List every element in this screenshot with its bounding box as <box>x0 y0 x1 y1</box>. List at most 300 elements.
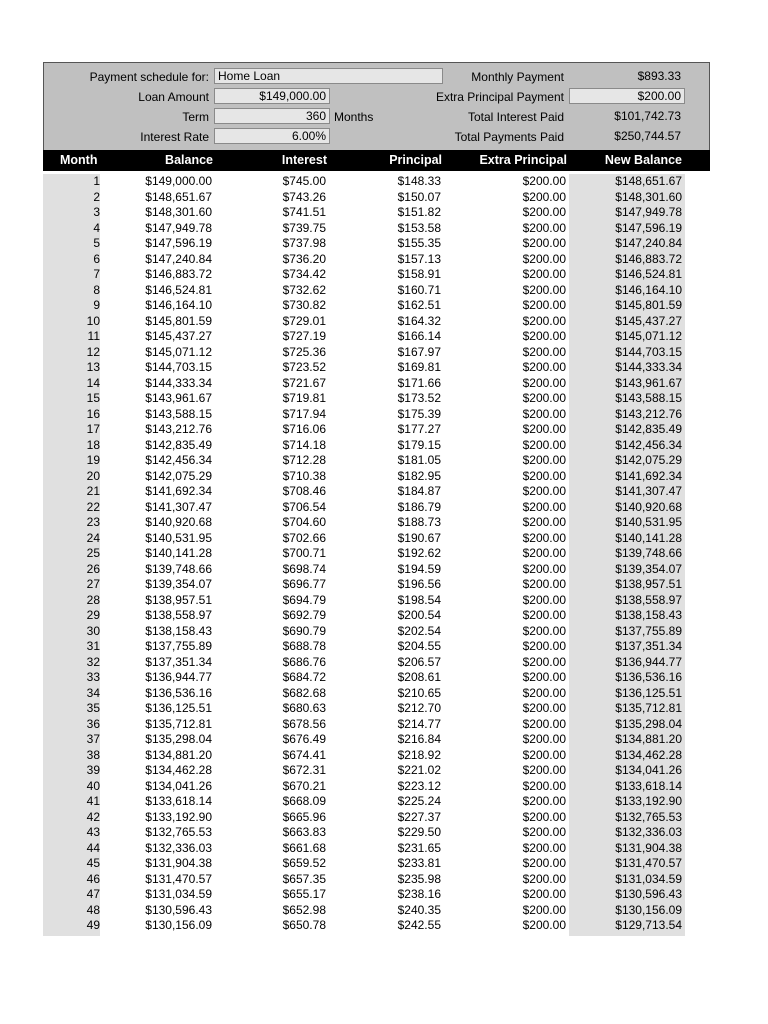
column-header-principal: Principal <box>389 153 442 167</box>
balance-cell: $146,524.81 <box>145 282 212 297</box>
table-row <box>43 546 710 562</box>
extra-principal-cell: $200.00 <box>522 205 566 219</box>
extra-principal-cell: $200.00 <box>522 670 566 684</box>
table-row <box>43 391 710 407</box>
table-header <box>43 150 710 171</box>
principal-cell: $198.54 <box>397 592 441 607</box>
interest-cell: $674.41 <box>282 747 326 762</box>
principal-cell: $160.71 <box>397 282 441 297</box>
extra-principal-cell: $200.00 <box>522 623 566 638</box>
interest-cell: $727.19 <box>282 329 326 343</box>
extra-principal-cell: $200.00 <box>522 887 566 901</box>
balance-cell: $145,801.59 <box>145 313 212 328</box>
extra-principal-cell: $200.00 <box>522 329 566 343</box>
table-row <box>43 422 710 438</box>
principal-cell: $194.59 <box>397 561 441 576</box>
interest-cell: $730.82 <box>282 298 326 312</box>
principal-cell: $210.65 <box>397 685 441 700</box>
principal-cell: $166.14 <box>397 329 441 343</box>
table-row <box>43 918 710 934</box>
interest-cell: $706.54 <box>282 499 326 514</box>
month-cell: 34 <box>86 685 100 700</box>
balance-cell: $146,883.72 <box>145 267 212 281</box>
balance-cell: $148,301.60 <box>145 205 212 219</box>
new-balance-cell: $137,755.89 <box>615 623 682 638</box>
principal-cell: $223.12 <box>397 778 441 793</box>
new-balance-cell: $132,765.53 <box>615 809 682 824</box>
month-cell: 46 <box>86 871 100 886</box>
month-cell: 47 <box>86 887 100 901</box>
table-row <box>43 329 710 345</box>
extra-principal-cell: $200.00 <box>522 840 566 855</box>
table-row <box>43 856 710 872</box>
extra-principal-cell: $200.00 <box>522 856 566 870</box>
table-row <box>43 701 710 717</box>
extra-principal-cell: $200.00 <box>522 236 566 250</box>
principal-cell: $186.79 <box>397 499 441 514</box>
extra-principal-cell: $200.00 <box>522 282 566 297</box>
balance-cell: $147,596.19 <box>145 236 212 250</box>
principal-cell: $151.82 <box>397 205 441 219</box>
balance-cell: $138,158.43 <box>145 623 212 638</box>
table-row <box>43 376 710 392</box>
schedule-table-body <box>43 174 710 934</box>
new-balance-cell: $138,957.51 <box>615 577 682 591</box>
extra-principal-cell: $200.00 <box>522 484 566 498</box>
month-cell: 41 <box>86 794 100 808</box>
principal-cell: $233.81 <box>397 856 441 870</box>
table-row <box>43 252 710 268</box>
balance-cell: $134,881.20 <box>145 747 212 762</box>
table-row <box>43 639 710 655</box>
interest-cell: $737.98 <box>282 236 326 250</box>
principal-cell: $169.81 <box>397 360 441 374</box>
extra-principal-cell: $200.00 <box>522 825 566 839</box>
interest-cell: $739.75 <box>282 220 326 235</box>
table-row <box>43 469 710 485</box>
interest-cell: $704.60 <box>282 515 326 529</box>
balance-cell: $139,748.66 <box>145 561 212 576</box>
balance-cell: $130,156.09 <box>145 918 212 932</box>
month-cell: 36 <box>86 716 100 731</box>
new-balance-cell: $137,351.34 <box>615 639 682 653</box>
extra-principal-cell: $200.00 <box>522 546 566 560</box>
balance-cell: $145,437.27 <box>145 329 212 343</box>
loan-amount-label: Loan Amount <box>138 90 209 104</box>
extra-principal-cell: $200.00 <box>522 453 566 467</box>
principal-cell: $182.95 <box>397 468 441 483</box>
extra-principal-cell: $200.00 <box>522 809 566 824</box>
balance-cell: $142,835.49 <box>145 437 212 452</box>
new-balance-cell: $141,692.34 <box>615 468 682 483</box>
balance-cell: $138,558.97 <box>145 608 212 622</box>
new-balance-cell: $131,904.38 <box>615 840 682 855</box>
new-balance-cell: $147,596.19 <box>615 220 682 235</box>
extra-principal-cell: $200.00 <box>522 918 566 932</box>
month-cell: 12 <box>86 344 100 359</box>
principal-cell: $231.65 <box>397 840 441 855</box>
interest-cell: $680.63 <box>282 701 326 715</box>
new-balance-cell: $140,141.28 <box>615 530 682 545</box>
principal-cell: $184.87 <box>397 484 441 498</box>
term-input[interactable]: 360 <box>214 108 330 124</box>
extra-principal-input[interactable]: $200.00 <box>569 88 685 104</box>
table-row <box>43 484 710 500</box>
interest-cell: $668.09 <box>282 794 326 808</box>
extra-principal-cell: $200.00 <box>522 406 566 421</box>
extra-principal-cell: $200.00 <box>522 794 566 808</box>
balance-cell: $136,536.16 <box>145 685 212 700</box>
new-balance-cell: $143,588.15 <box>615 391 682 405</box>
table-row <box>43 825 710 841</box>
table-row <box>43 407 710 423</box>
month-cell: 11 <box>87 329 100 343</box>
extra-principal-cell: $200.00 <box>522 732 566 746</box>
new-balance-cell: $143,212.76 <box>615 406 682 421</box>
total-interest-value: $101,742.73 <box>614 109 681 123</box>
interest-cell: $663.83 <box>282 825 326 839</box>
extra-principal-cell: $200.00 <box>522 251 566 266</box>
column-header-interest: Interest <box>281 153 327 167</box>
new-balance-cell: $139,354.07 <box>615 561 682 576</box>
month-cell: 32 <box>86 654 100 669</box>
month-cell: 48 <box>86 902 100 917</box>
new-balance-cell: $134,881.20 <box>615 732 682 746</box>
new-balance-cell: $144,333.34 <box>615 360 682 374</box>
extra-principal-cell: $200.00 <box>522 220 566 235</box>
extra-principal-cell: $200.00 <box>522 313 566 328</box>
balance-cell: $136,944.77 <box>145 670 212 684</box>
principal-cell: $150.07 <box>397 189 441 204</box>
table-row <box>43 779 710 795</box>
extra-principal-cell: $200.00 <box>522 778 566 793</box>
month-cell: 38 <box>86 747 100 762</box>
extra-principal-cell: $200.00 <box>522 654 566 669</box>
balance-cell: $143,588.15 <box>145 406 212 421</box>
table-row <box>43 655 710 671</box>
amortization-sheet <box>43 62 710 934</box>
extra-principal-cell: $200.00 <box>522 871 566 886</box>
new-balance-cell: $135,298.04 <box>615 716 682 731</box>
new-balance-cell: $146,883.72 <box>615 251 682 266</box>
balance-cell: $141,307.47 <box>145 499 212 514</box>
interest-cell: $719.81 <box>282 391 326 405</box>
new-balance-cell: $142,075.29 <box>615 453 682 467</box>
extra-principal-cell: $200.00 <box>522 499 566 514</box>
balance-cell: $136,125.51 <box>145 701 212 715</box>
interest-cell: $741.51 <box>282 205 326 219</box>
table-row <box>43 732 710 748</box>
interest-cell: $682.68 <box>282 685 326 700</box>
new-balance-cell: $142,456.34 <box>615 437 682 452</box>
month-cell: 9 <box>93 298 100 312</box>
extra-principal-cell: $200.00 <box>522 174 566 188</box>
table-row <box>43 360 710 376</box>
new-balance-cell: $129,713.54 <box>615 918 682 932</box>
new-balance-cell: $148,301.60 <box>615 189 682 204</box>
month-cell: 43 <box>86 825 100 839</box>
extra-principal-cell: $200.00 <box>522 530 566 545</box>
table-row <box>43 345 710 361</box>
interest-rate-input[interactable]: 6.00% <box>214 128 330 144</box>
month-cell: 20 <box>86 468 100 483</box>
interest-cell: $717.94 <box>282 406 326 421</box>
principal-cell: $196.56 <box>397 577 441 591</box>
new-balance-cell: $131,470.57 <box>615 856 682 870</box>
principal-cell: $218.92 <box>397 747 441 762</box>
column-header-extra-principal: Extra Principal <box>479 153 567 167</box>
balance-cell: $147,240.84 <box>145 251 212 266</box>
table-row <box>43 608 710 624</box>
schedule-name-input[interactable]: Home Loan <box>214 68 443 84</box>
balance-cell: $148,651.67 <box>145 189 212 204</box>
new-balance-cell: $141,307.47 <box>615 484 682 498</box>
principal-cell: $157.13 <box>397 251 441 266</box>
loan-amount-input[interactable]: $149,000.00 <box>214 88 330 104</box>
interest-cell: $684.72 <box>282 670 326 684</box>
interest-cell: $676.49 <box>282 732 326 746</box>
month-cell: 27 <box>86 577 100 591</box>
table-row <box>43 577 710 593</box>
table-row <box>43 515 710 531</box>
new-balance-cell: $130,596.43 <box>615 887 682 901</box>
interest-cell: $655.17 <box>282 887 326 901</box>
interest-cell: $708.46 <box>282 484 326 498</box>
interest-cell: $716.06 <box>282 422 326 436</box>
principal-cell: $148.33 <box>397 174 441 188</box>
principal-cell: $204.55 <box>397 639 441 653</box>
extra-principal-cell: $200.00 <box>522 902 566 917</box>
principal-cell: $227.37 <box>397 809 441 824</box>
table-row <box>43 887 710 903</box>
new-balance-cell: $130,156.09 <box>615 902 682 917</box>
column-header-balance: Balance <box>165 153 213 167</box>
month-cell: 16 <box>86 406 100 421</box>
table-row <box>43 221 710 237</box>
balance-cell: $133,618.14 <box>145 794 212 808</box>
interest-cell: $672.31 <box>282 763 326 777</box>
month-cell: 19 <box>86 453 100 467</box>
extra-principal-cell: $200.00 <box>522 437 566 452</box>
interest-cell: $650.78 <box>282 918 326 932</box>
new-balance-cell: $138,558.97 <box>615 592 682 607</box>
new-balance-cell: $136,944.77 <box>615 654 682 669</box>
extra-principal-cell: $200.00 <box>522 592 566 607</box>
principal-cell: $190.67 <box>397 530 441 545</box>
principal-cell: $153.58 <box>397 220 441 235</box>
table-row <box>43 174 710 190</box>
month-cell: 21 <box>86 484 100 498</box>
month-cell: 24 <box>86 530 100 545</box>
month-cell: 14 <box>86 375 100 390</box>
month-cell: 33 <box>86 670 100 684</box>
table-row <box>43 298 710 314</box>
total-payments-label: Total Payments Paid <box>454 130 564 144</box>
balance-cell: $137,755.89 <box>145 639 212 653</box>
principal-cell: $164.32 <box>397 313 441 328</box>
principal-cell: $216.84 <box>397 732 441 746</box>
month-cell: 39 <box>86 763 100 777</box>
principal-cell: $173.52 <box>397 391 441 405</box>
term-label: Term <box>182 110 209 124</box>
balance-cell: $140,531.95 <box>145 530 212 545</box>
month-cell: 44 <box>86 840 100 855</box>
new-balance-cell: $139,748.66 <box>615 546 682 560</box>
interest-cell: $696.77 <box>282 577 326 591</box>
interest-cell: $723.52 <box>282 360 326 374</box>
new-balance-cell: $131,034.59 <box>615 871 682 886</box>
interest-cell: $678.56 <box>282 716 326 731</box>
balance-cell: $144,703.15 <box>145 360 212 374</box>
new-balance-cell: $136,125.51 <box>615 685 682 700</box>
principal-cell: $181.05 <box>397 453 441 467</box>
principal-cell: $242.55 <box>397 918 441 932</box>
new-balance-cell: $142,835.49 <box>615 422 682 436</box>
table-row <box>43 453 710 469</box>
extra-principal-cell: $200.00 <box>522 515 566 529</box>
monthly-payment-value: $893.33 <box>637 69 681 83</box>
extra-principal-cell: $200.00 <box>522 267 566 281</box>
extra-principal-cell: $200.00 <box>522 685 566 700</box>
principal-cell: $175.39 <box>397 406 441 421</box>
extra-principal-cell: $200.00 <box>522 344 566 359</box>
new-balance-cell: $138,158.43 <box>615 608 682 622</box>
table-row <box>43 624 710 640</box>
principal-cell: $167.97 <box>397 344 441 359</box>
extra-principal-cell: $200.00 <box>522 468 566 483</box>
principal-cell: $206.57 <box>397 654 441 669</box>
balance-cell: $142,075.29 <box>145 468 212 483</box>
new-balance-cell: $134,462.28 <box>615 747 682 762</box>
interest-cell: $694.79 <box>282 592 326 607</box>
interest-cell: $736.20 <box>282 251 326 266</box>
month-cell: 23 <box>86 515 100 529</box>
month-cell: 25 <box>86 546 100 560</box>
month-cell: 28 <box>86 592 100 607</box>
balance-cell: $140,141.28 <box>145 546 212 560</box>
interest-cell: $710.38 <box>282 468 326 483</box>
balance-cell: $135,298.04 <box>145 732 212 746</box>
month-cell: 15 <box>86 391 100 405</box>
table-row <box>43 500 710 516</box>
extra-principal-cell: $200.00 <box>522 391 566 405</box>
interest-cell: $692.79 <box>282 608 326 622</box>
extra-principal-cell: $200.00 <box>522 189 566 204</box>
principal-cell: $238.16 <box>397 887 441 901</box>
interest-cell: $725.36 <box>282 344 326 359</box>
balance-cell: $135,712.81 <box>145 716 212 731</box>
table-row <box>43 562 710 578</box>
principal-cell: $155.35 <box>397 236 441 250</box>
month-cell: 45 <box>86 856 100 870</box>
loan-summary-panel <box>43 62 710 150</box>
table-row <box>43 670 710 686</box>
principal-cell: $221.02 <box>397 763 441 777</box>
balance-cell: $146,164.10 <box>145 298 212 312</box>
balance-cell: $142,456.34 <box>145 453 212 467</box>
extra-principal-cell: $200.00 <box>522 375 566 390</box>
month-cell: 4 <box>93 220 100 235</box>
month-cell: 30 <box>86 623 100 638</box>
table-row <box>43 872 710 888</box>
month-cell: 40 <box>86 778 100 793</box>
new-balance-cell: $148,651.67 <box>615 174 682 188</box>
extra-principal-cell: $200.00 <box>522 360 566 374</box>
new-balance-cell: $140,531.95 <box>615 515 682 529</box>
new-balance-cell: $145,437.27 <box>615 313 682 328</box>
table-row <box>43 841 710 857</box>
interest-cell: $665.96 <box>282 809 326 824</box>
interest-cell: $657.35 <box>282 871 326 886</box>
extra-principal-cell: $200.00 <box>522 639 566 653</box>
principal-cell: $225.24 <box>397 794 441 808</box>
balance-cell: $137,351.34 <box>145 654 212 669</box>
table-row <box>43 283 710 299</box>
new-balance-cell: $140,920.68 <box>615 499 682 514</box>
balance-cell: $131,470.57 <box>145 871 212 886</box>
principal-cell: $208.61 <box>397 670 441 684</box>
principal-cell: $188.73 <box>397 515 441 529</box>
interest-cell: $700.71 <box>282 546 326 560</box>
month-cell: 49 <box>86 918 100 932</box>
interest-cell: $734.42 <box>282 267 326 281</box>
interest-cell: $732.62 <box>282 282 326 297</box>
extra-principal-cell: $200.00 <box>522 298 566 312</box>
principal-cell: $214.77 <box>397 716 441 731</box>
table-row <box>43 236 710 252</box>
table-row <box>43 794 710 810</box>
total-payments-value: $250,744.57 <box>614 129 681 143</box>
month-cell: 13 <box>86 360 100 374</box>
total-interest-label: Total Interest Paid <box>467 110 564 124</box>
extra-principal-cell: $200.00 <box>522 561 566 576</box>
column-header-month: Month <box>60 153 98 167</box>
interest-cell: $729.01 <box>282 313 326 328</box>
month-cell: 5 <box>93 236 100 250</box>
month-cell: 37 <box>86 732 100 746</box>
interest-cell: $698.74 <box>282 561 326 576</box>
new-balance-cell: $143,961.67 <box>615 375 682 390</box>
table-row <box>43 593 710 609</box>
balance-cell: $132,336.03 <box>145 840 212 855</box>
extra-principal-cell: $200.00 <box>522 763 566 777</box>
schedule-label: Payment schedule for: <box>89 70 209 84</box>
balance-cell: $132,765.53 <box>145 825 212 839</box>
interest-cell: $743.26 <box>282 189 326 204</box>
table-row <box>43 190 710 206</box>
extra-principal-cell: $200.00 <box>522 422 566 436</box>
table-row <box>43 267 710 283</box>
principal-cell: $158.91 <box>397 267 441 281</box>
principal-cell: $179.15 <box>397 437 441 452</box>
principal-cell: $212.70 <box>397 701 441 715</box>
column-header-new-balance: New Balance <box>604 153 682 167</box>
new-balance-cell: $133,618.14 <box>615 778 682 793</box>
balance-cell: $143,961.67 <box>145 391 212 405</box>
balance-cell: $147,949.78 <box>145 220 212 235</box>
extra-principal-cell: $200.00 <box>522 701 566 715</box>
new-balance-cell: $144,703.15 <box>615 344 682 359</box>
interest-cell: $661.68 <box>282 840 326 855</box>
balance-cell: $145,071.12 <box>145 344 212 359</box>
principal-cell: $177.27 <box>397 422 441 436</box>
new-balance-cell: $133,192.90 <box>615 794 682 808</box>
interest-cell: $712.28 <box>282 453 326 467</box>
balance-cell: $143,212.76 <box>145 422 212 436</box>
table-row <box>43 438 710 454</box>
balance-cell: $130,596.43 <box>145 902 212 917</box>
interest-cell: $686.76 <box>282 654 326 669</box>
